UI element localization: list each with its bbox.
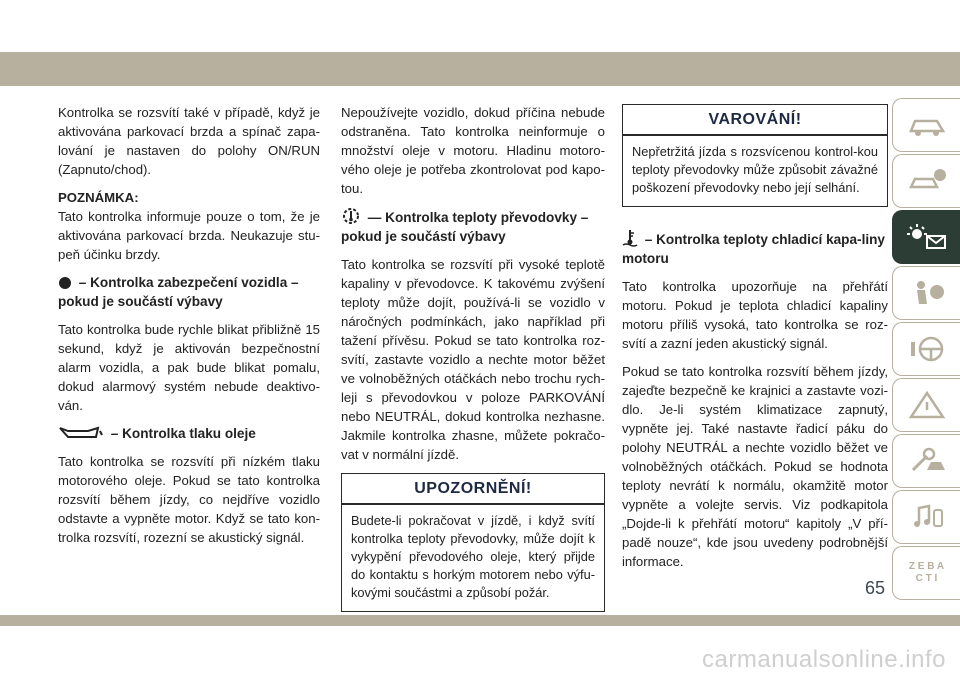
note-title: POZNÁMKA:: [58, 190, 139, 205]
steering-wheel-icon: [907, 334, 947, 364]
column-1: [58, 103, 320, 556]
music-phone-icon: [907, 502, 947, 532]
tab-warning-lights[interactable]: [892, 210, 960, 264]
watermark: carmanualsonline.info: [702, 646, 946, 673]
column-2: [341, 103, 605, 622]
hazard-triangle-icon: [907, 390, 947, 420]
transmission-heading: [341, 207, 605, 246]
security-heading: [58, 273, 320, 311]
oil-text: Tato kontrolka se rozsvítí při nízkém tlaku motorového oleje. Pokud se tato kontrolka rozsvítí během jízdy, co nejdříve vozidlo odstavte a vypněte motor. Když se tato kon-trolka rozsvítí, rozezní se akustický signál.: [58, 454, 320, 545]
wrench-car-icon: [907, 446, 947, 476]
oil-heading-text: – Kontrolka tlaku oleje: [110, 426, 256, 441]
column-3: [622, 104, 888, 580]
transmission-text: Tato kontrolka se rozsvítí při vysoké teplotě kapaliny v převodovce. K takovému zvýšení teploty může dojít, používá-li se vozidlo v náročných podmínkách, jako například při tažení přívěsu. Pokud se tato kontrolka roz-svítí, zastavte vozidlo a nechte motor běžet ve volnoběžných otáčkách nebo trochu rych-leji s převodovkou v poloze PARKOVÁNÍ nebo NEUTRÁL, dokud kontrolka nezhasne. Jakmile kontrolka zhasne, můžete pokračo-vat v normální jízdě.: [341, 257, 605, 462]
coolant-heading: [622, 229, 888, 268]
tab-car-info[interactable]: [892, 154, 960, 208]
warning-box: [622, 104, 888, 207]
tab-maintenance[interactable]: [892, 434, 960, 488]
transmission-temp-icon: [341, 207, 361, 225]
security-heading-text: – Kontrolka zabezpečení vozidla – pokud je součástí výbavy: [58, 275, 299, 309]
page-number: 65: [865, 578, 886, 598]
index-icon: Z E B A C T I: [908, 561, 945, 584]
caution-box: [341, 473, 605, 612]
warning-title: VAROVÁNÍ!: [623, 105, 887, 136]
oil-heading: [58, 424, 320, 443]
car-info-icon: [907, 167, 947, 195]
transmission-heading-text: — Kontrolka teploty převodovky – pokud je součástí výbavy: [341, 210, 589, 244]
warning-lights-icon: [905, 222, 949, 252]
airbag-icon: [907, 278, 947, 308]
caution-title: UPOZORNĚNÍ!: [342, 474, 604, 505]
caution-text: Budete-li pokračovat v jízdě, i když svítí kontrolka teploty převodovky, může dojít k vykypění převodového oleje, který přijde do kontaktu s horkým motorem nebo výfu-kovými součástmi a způsobí požár.: [351, 513, 595, 600]
oil-can-icon: [58, 425, 104, 441]
top-band: [0, 52, 960, 86]
note-text: Tato kontrolka informuje pouze o tom, že je aktivována parkovací brzda. Neukazuje stu-peň účinku brzdy.: [58, 209, 320, 262]
security-text: Tato kontrolka bude rychle blikat přibližně 15 sekund, když je aktivován bezpečnostní alarm vozidla, a pak bude blikat pomalu, dokud alarmový systém nebude deaktivo-ván.: [58, 322, 320, 413]
tab-index[interactable]: [892, 546, 960, 600]
warning-text: Nepřetržitá jízda s rozsvícenou kontrol-kou teploty převodovky může způsobit závažné poškození převodovky nebo její selhání.: [632, 144, 878, 195]
coolant-heading-text: – Kontrolka teploty chladicí kapa-liny motoru: [622, 232, 885, 266]
coolant-temp-icon: [622, 229, 638, 247]
bottom-rule: [0, 615, 960, 626]
tab-car[interactable]: [892, 98, 960, 152]
car-icon: [907, 111, 947, 139]
tab-multimedia[interactable]: [892, 490, 960, 544]
security-light-icon: [58, 276, 72, 290]
coolant-p2: Pokud se tato kontrolka rozsvítí během jízdy, zajeďte bezpečně ke krajnici a zastavte vozi-dlo. Je-li systém klimatizace zapnutý, vypněte jej. Také nastavte řadicí páku do polohy NEUTRÁL a nechte vozidlo běžet ve volnoběžných otáčkách. Pokud se hodnota teploty nevrátí k normálu, okamžitě motor vypněte a volejte servis. Viz podkapitola „Dojde-li k přehřátí motoru“ kapitoly „V pří-padě nouze“, kde jsou uvedeny podrobnější informace.: [622, 364, 888, 569]
paragraph: Kontrolka se rozsvítí také v případě, když je aktivována parkovací brzda a spínač zapa-lování je nastaven do polohy ON/RUN (Zapnuto/chod).: [58, 105, 320, 177]
tab-hazard[interactable]: [892, 378, 960, 432]
paragraph: Nepoužívejte vozidlo, dokud příčina nebude odstraněna. Tato kontrolka neinformuje o množství oleje v motoru. Hladinu motoro-vého oleje je potřeba zkontrolovat pod kapo-tou.: [341, 105, 605, 196]
coolant-p1: Tato kontrolka upozorňuje na přehřátí motoru. Pokud je teplota chladicí kapaliny motoru příliš vysoká, tato kontrolka se roz-svítí a zazní jeden akustický signál.: [622, 279, 888, 351]
chapter-tabs: [892, 98, 960, 602]
tab-steering[interactable]: [892, 322, 960, 376]
tab-airbag[interactable]: [892, 266, 960, 320]
